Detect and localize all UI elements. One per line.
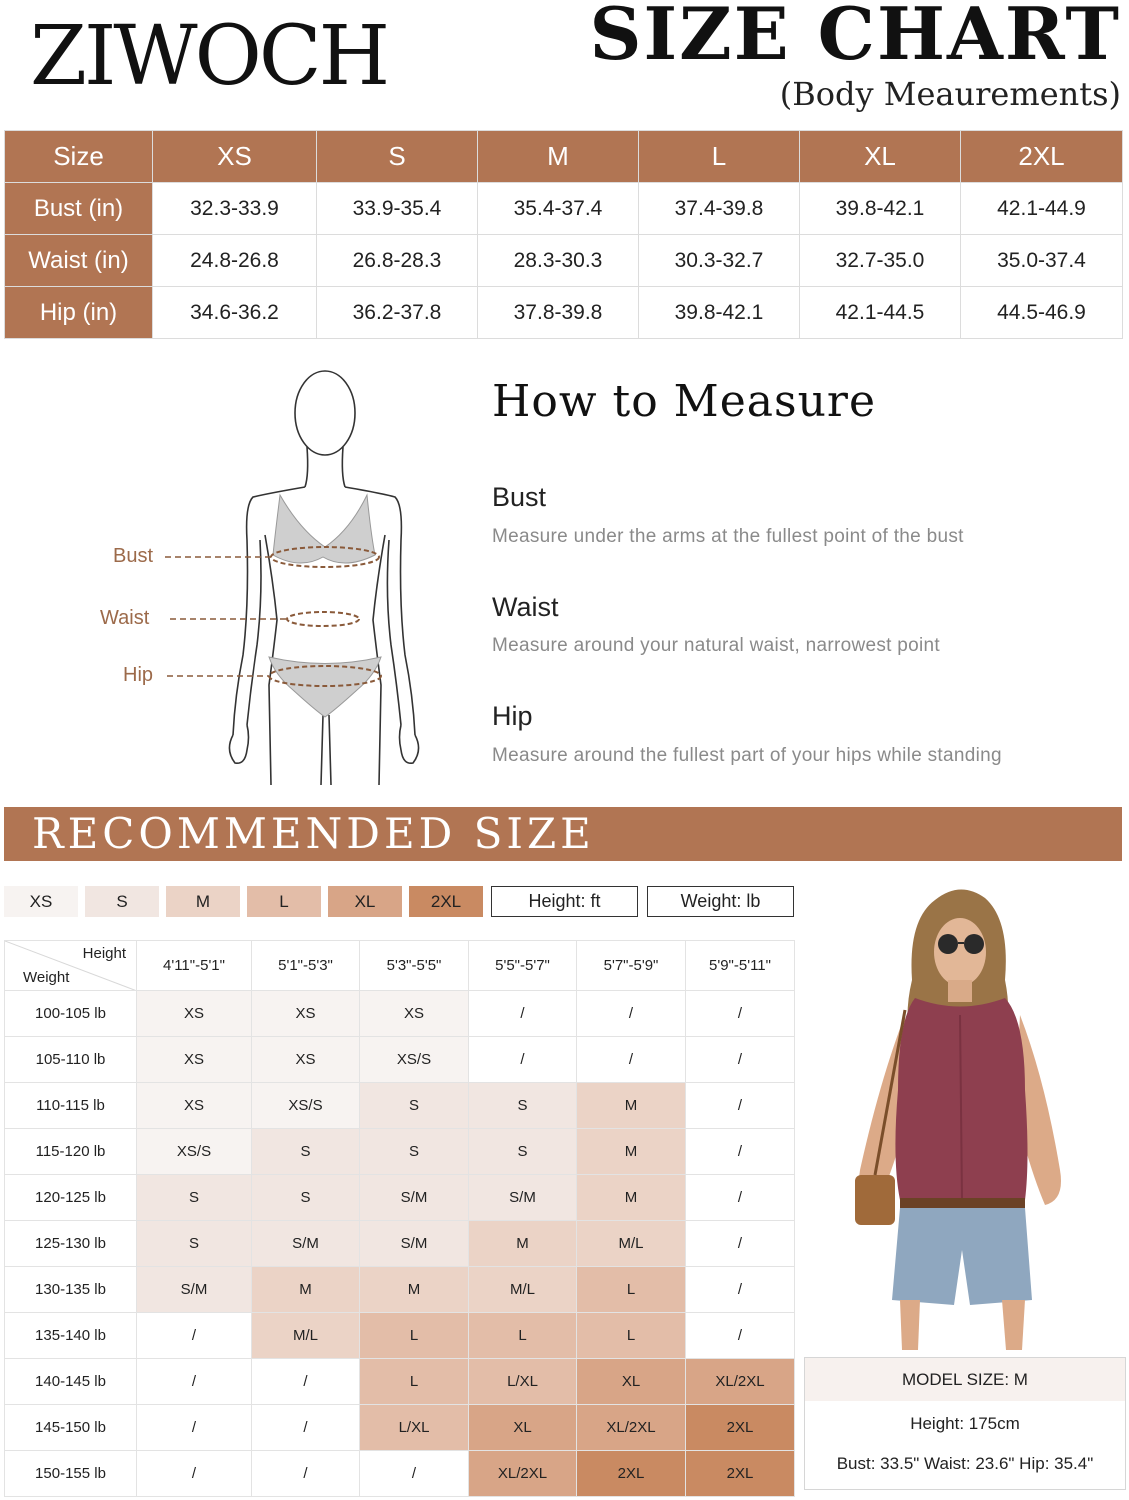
height-col: 5'5"-5'7": [469, 941, 577, 991]
size-cell: L: [469, 1313, 577, 1359]
size-cell: /: [686, 1267, 795, 1313]
table-row: [5, 1451, 795, 1497]
size-cell: /: [686, 1221, 795, 1267]
table-cell: 26.8-28.3: [317, 235, 478, 287]
table-row: [5, 1359, 795, 1405]
size-cell: XL/2XL: [686, 1359, 795, 1405]
size-cell: S/M: [469, 1175, 577, 1221]
recommended-size-table: [4, 940, 795, 1497]
size-cell: /: [577, 991, 686, 1037]
size-cell: /: [137, 1451, 252, 1497]
weight-row-label: 110-115 lb: [5, 1083, 137, 1129]
size-cell: /: [686, 1175, 795, 1221]
chart-subtitle: (Body Meaurements): [779, 75, 1121, 113]
figure-label-bust: Bust: [113, 545, 154, 567]
table-cell: 35.0-37.4: [961, 235, 1123, 287]
height-col: 5'3"-5'5": [360, 941, 469, 991]
table-cell: 24.8-26.8: [153, 235, 317, 287]
weight-row-label: 145-150 lb: [5, 1405, 137, 1451]
table-cell: 32.3-33.9: [153, 183, 317, 235]
size-cell: M: [360, 1267, 469, 1313]
size-cell: /: [137, 1359, 252, 1405]
size-cell: S: [137, 1175, 252, 1221]
row-label: Hip (in): [5, 287, 153, 339]
size-cell: XL: [469, 1405, 577, 1451]
table-cell: 42.1-44.9: [961, 183, 1123, 235]
size-col-m: M: [478, 131, 639, 183]
size-cell: XL/2XL: [577, 1405, 686, 1451]
size-cell: S: [360, 1129, 469, 1175]
table-row: [5, 1267, 795, 1313]
height-unit-label: Height: ft: [491, 886, 638, 917]
table-row: [5, 1313, 795, 1359]
weight-row-label: 105-110 lb: [5, 1037, 137, 1083]
body-figure-illustration: [95, 365, 435, 790]
table-row: [5, 1037, 795, 1083]
size-header-row: [5, 131, 1123, 183]
size-cell: /: [686, 1037, 795, 1083]
size-cell: XS: [252, 1037, 360, 1083]
size-measurement-table: [4, 130, 1123, 339]
size-cell: XS: [137, 991, 252, 1037]
model-size-label: MODEL SIZE: M: [805, 1358, 1125, 1401]
height-col: 5'7"-5'9": [577, 941, 686, 991]
weight-row-label: 100-105 lb: [5, 991, 137, 1037]
size-cell: /: [686, 1313, 795, 1359]
size-cell: M/L: [577, 1221, 686, 1267]
table-cell: 44.5-46.9: [961, 287, 1123, 339]
figure-label-waist: Waist: [100, 607, 150, 629]
size-cell: S: [252, 1129, 360, 1175]
size-cell: XS/S: [252, 1083, 360, 1129]
size-cell: /: [469, 1037, 577, 1083]
table-cell: 39.8-42.1: [639, 287, 800, 339]
size-cell: L: [360, 1359, 469, 1405]
size-header-label: Size: [5, 131, 153, 183]
recommended-size-banner: RECOMMENDED SIZE: [4, 807, 1122, 861]
size-cell: /: [469, 991, 577, 1037]
size-cell: XL: [577, 1359, 686, 1405]
table-cell: 36.2-37.8: [317, 287, 478, 339]
size-cell: /: [252, 1359, 360, 1405]
table-cell: 39.8-42.1: [800, 183, 961, 235]
measure-hip-title: Hip: [492, 701, 533, 731]
size-cell: L/XL: [360, 1405, 469, 1451]
table-cell: 33.9-35.4: [317, 183, 478, 235]
weight-row-label: 115-120 lb: [5, 1129, 137, 1175]
weight-row-label: 135-140 lb: [5, 1313, 137, 1359]
legend-chip-m: M: [166, 886, 240, 917]
measure-bust-title: Bust: [492, 482, 547, 512]
model-size-info-box: [804, 1357, 1126, 1490]
height-col: 5'1"-5'3": [252, 941, 360, 991]
corner-height-label: Height: [82, 945, 126, 962]
size-cell: S: [252, 1175, 360, 1221]
size-cell: XS/S: [360, 1037, 469, 1083]
size-col-l: L: [639, 131, 800, 183]
table-cell: 28.3-30.3: [478, 235, 639, 287]
table-cell: 37.4-39.8: [639, 183, 800, 235]
weight-row-label: 140-145 lb: [5, 1359, 137, 1405]
size-cell: 2XL: [686, 1451, 795, 1497]
size-cell: M: [577, 1175, 686, 1221]
body-outline-icon: [95, 365, 435, 790]
size-cell: M: [577, 1083, 686, 1129]
legend-chip-xl: XL: [328, 886, 402, 917]
size-cell: M: [577, 1129, 686, 1175]
table-cell: 34.6-36.2: [153, 287, 317, 339]
size-cell: /: [137, 1405, 252, 1451]
row-label: Waist (in): [5, 235, 153, 287]
legend-chip-2xl: 2XL: [409, 886, 483, 917]
size-cell: L/XL: [469, 1359, 577, 1405]
size-cell: S: [469, 1129, 577, 1175]
size-cell: /: [137, 1313, 252, 1359]
size-cell: S/M: [360, 1221, 469, 1267]
size-cell: /: [360, 1451, 469, 1497]
measure-hip-desc: Measure around the fullest part of your hips while standing: [492, 745, 1002, 766]
table-cell: 32.7-35.0: [800, 235, 961, 287]
size-col-s: S: [317, 131, 478, 183]
size-cell: XS: [137, 1083, 252, 1129]
size-cell: /: [686, 1129, 795, 1175]
size-cell: XS/S: [137, 1129, 252, 1175]
weight-row-label: 130-135 lb: [5, 1267, 137, 1313]
size-cell: 2XL: [577, 1451, 686, 1497]
measure-waist-title: Waist: [492, 592, 559, 622]
corner-header: [5, 941, 137, 991]
model-figure-icon: [820, 880, 1105, 1350]
size-cell: 2XL: [686, 1405, 795, 1451]
table-cell: 30.3-32.7: [639, 235, 800, 287]
size-cell: /: [252, 1451, 360, 1497]
size-cell: S/M: [137, 1267, 252, 1313]
measure-bust-desc: Measure under the arms at the fullest point of the bust: [492, 526, 964, 547]
row-label: Bust (in): [5, 183, 153, 235]
table-row: [5, 1405, 795, 1451]
table-row: [5, 1129, 795, 1175]
size-cell: L: [577, 1313, 686, 1359]
corner-weight-label: Weight: [23, 969, 70, 986]
size-cell: M: [252, 1267, 360, 1313]
weight-unit-label: Weight: lb: [647, 886, 794, 917]
size-cell: S: [360, 1083, 469, 1129]
size-cell: /: [577, 1037, 686, 1083]
measure-waist-desc: Measure around your natural waist, narrowest point: [492, 635, 941, 656]
size-cell: S: [469, 1083, 577, 1129]
size-cell: L: [577, 1267, 686, 1313]
size-cell: S/M: [252, 1221, 360, 1267]
model-height-label: Height: 175cm: [910, 1414, 1020, 1433]
model-measurements-label: Bust: 33.5" Waist: 23.6" Hip: 35.4": [836, 1454, 1094, 1473]
size-cell: XS: [252, 991, 360, 1037]
height-col: 4'11"-5'1": [137, 941, 252, 991]
table-cell: 42.1-44.5: [800, 287, 961, 339]
weight-row-label: 125-130 lb: [5, 1221, 137, 1267]
weight-row-label: 120-125 lb: [5, 1175, 137, 1221]
waist-row: [5, 235, 1123, 287]
size-cell: S/M: [360, 1175, 469, 1221]
size-cell: M/L: [252, 1313, 360, 1359]
size-cell: /: [686, 991, 795, 1037]
legend-chip-s: S: [85, 886, 159, 917]
how-to-measure-heading: How to Measure: [492, 376, 876, 427]
hip-row: [5, 287, 1123, 339]
legend-chip-xs: XS: [4, 886, 78, 917]
size-col-2xl: 2XL: [961, 131, 1123, 183]
table-cell: 35.4-37.4: [478, 183, 639, 235]
size-cell: /: [252, 1405, 360, 1451]
table-row: [5, 1083, 795, 1129]
size-cell: /: [686, 1083, 795, 1129]
size-cell: XS: [137, 1037, 252, 1083]
table-row: [5, 991, 795, 1037]
model-photo: [820, 880, 1105, 1350]
height-col: 5'9"-5'11": [686, 941, 795, 991]
size-cell: M: [469, 1221, 577, 1267]
figure-label-hip: Hip: [123, 664, 154, 686]
table-row: [5, 1221, 795, 1267]
size-cell: S: [137, 1221, 252, 1267]
bust-row: [5, 183, 1123, 235]
table-row: [5, 1175, 795, 1221]
size-col-xs: XS: [153, 131, 317, 183]
size-cell: M/L: [469, 1267, 577, 1313]
brand-logo: ZIWOCH: [30, 9, 388, 104]
table-cell: 37.8-39.8: [478, 287, 639, 339]
size-cell: XS: [360, 991, 469, 1037]
height-header-row: [5, 941, 795, 991]
size-cell: XL/2XL: [469, 1451, 577, 1497]
chart-title: SIZE CHART: [589, 0, 1121, 76]
size-cell: L: [360, 1313, 469, 1359]
weight-row-label: 150-155 lb: [5, 1451, 137, 1497]
size-col-xl: XL: [800, 131, 961, 183]
legend-chip-l: L: [247, 886, 321, 917]
